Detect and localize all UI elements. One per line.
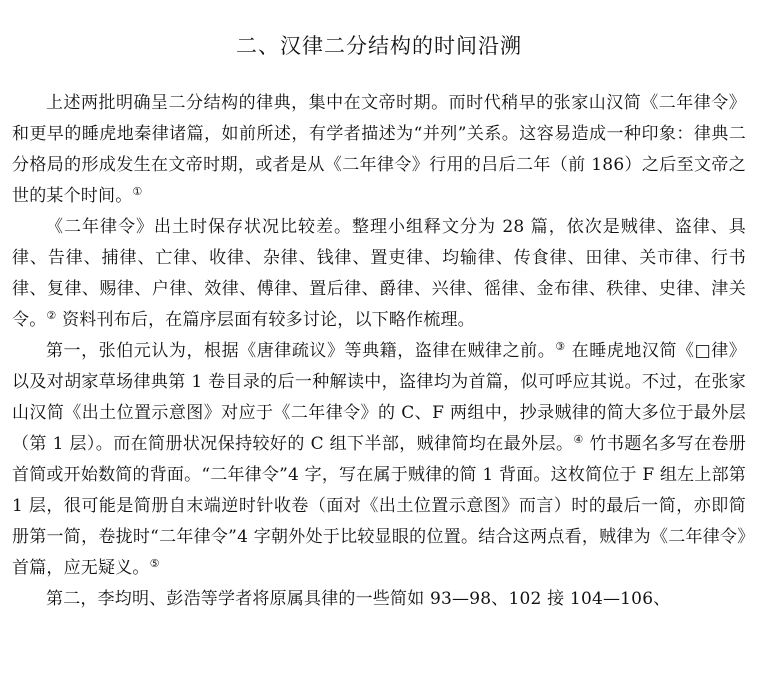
footnote-marker[interactable]: ① [132,185,143,198]
footnote-marker[interactable]: ② [46,309,57,322]
footnote-marker[interactable]: ③ [555,340,566,353]
body-paragraph [12,584,746,615]
body-paragraph [12,212,746,336]
paragraph-text: 上述两批明确呈二分结构的律典，集中在文帝时期。而时代稍早的张家山汉简《二年律令》和更早的睡虎地秦律诸篇，如前所述，有学者描述为“并列”关系。这容易造成一种印象：律典二分格局的形成发生在文帝时期，或者是从《二年律令》行用的吕后二年（前 186）之后至文帝之世的某个时间。 [12,93,746,206]
footnote-marker[interactable]: ④ [573,433,584,446]
paragraph-text: 竹书题名多写在卷册首简或开始数简的背面。“二年律令”4 字，写在属于贼律的简 1 背面。这枚简位于 F 组左上部第 1 层，很可能是简册自末端逆时针收卷（面对《出土位置示意图》而言）时的最后一简，亦即简册第一简，卷拢时“二年律令”4 字朝外处于比较显眼的位置。结合这两点看，贼律为《二年律令》首篇，应无疑义。 [12,434,747,578]
footnote-marker[interactable]: ⑤ [149,557,160,570]
paragraph-text: 第二，李均明、彭浩等学者将原属具律的一些简如 93—98、102 接 104—106、 [46,589,671,609]
section-heading: 二、汉律二分结构的时间沿溯 [236,34,522,58]
paragraph-text: 在睡虎地汉简《□律》以及对胡家草场律典第 1 卷目录的后一种解读中，盗律均为首篇，似可呼应其说。不过，在张家山汉简《出土位置示意图》对应于《二年律令》的 C、F 两组中，抄录贼律的简大多位于最外层（第 1 层）。而在简册状况保持较好的 C 组下半部，贼律简均在最外层。 [12,341,746,454]
body-paragraph [12,88,746,212]
paragraph-text: 《二年律令》出土时保存状况比较差。整理小组释文分为 28 篇，依次是贼律、盗律、具律、告律、捕律、亡律、收律、杂律、钱律、置吏律、均输律、传食律、田律、关市律、行书律、复律、赐律、户律、效律、傅律、置后律、爵律、兴律、徭律、金布律、秩律、史律、津关令。 [12,217,746,330]
paragraph-text: 第一，张伯元认为，根据《唐律疏议》等典籍，盗律在贼律之前。 [46,341,556,361]
body-paragraph [12,336,746,584]
paragraph-text: 资料刊布后，在篇序层面有较多讨论，以下略作梳理。 [56,310,475,330]
document-body [12,88,746,615]
